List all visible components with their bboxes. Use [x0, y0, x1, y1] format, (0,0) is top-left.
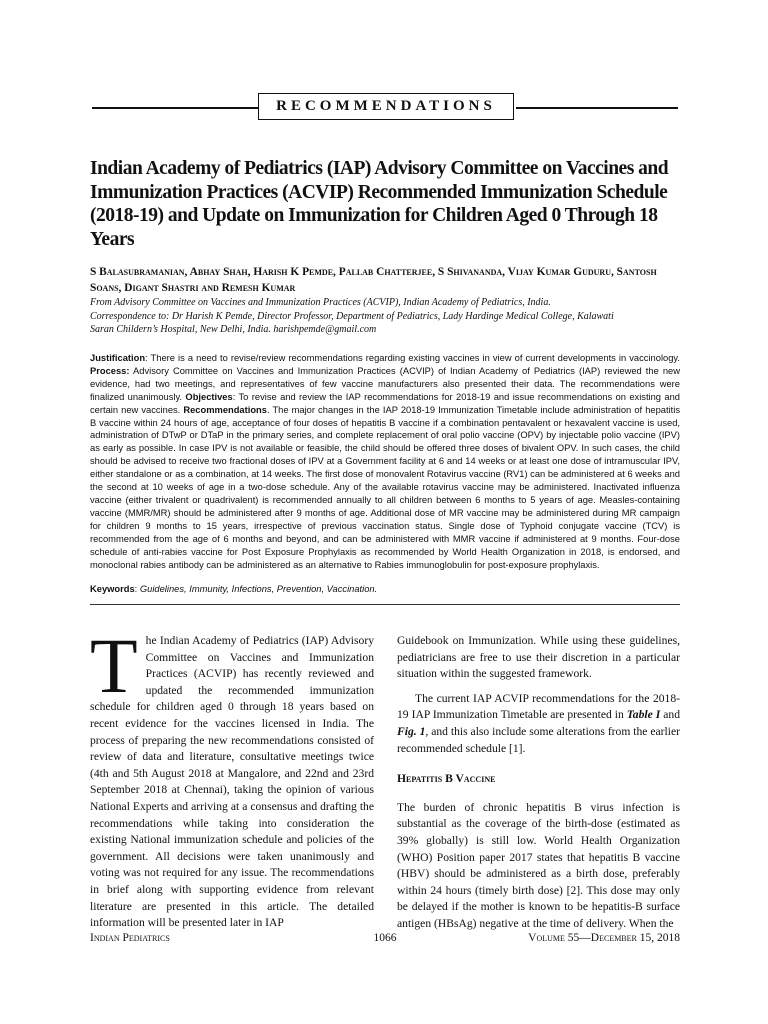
affiliation	[90, 296, 690, 337]
volume-date: Volume 55—December 15, 2018	[528, 932, 680, 944]
keywords-separator: :	[134, 584, 140, 594]
abstract-justification-label: Justification	[90, 353, 146, 363]
abstract-justification-text: : There is a need to revise/review recommendations regarding existing vaccines in view of current developments in vaccinology.	[145, 353, 680, 363]
banner-label: RECOMMENDATIONS	[276, 98, 496, 114]
abstract-recommendations-text: . The major changes in the IAP 2018-19 Immunization Timetable include administration of hepatitis B vaccine within 24 hours of age, acceptance of four doses of hepatitis B vaccine if a combination pentavalent or hexavalent vaccine is used, administration of DTwP or DTaP in the primary series, and complete replacement of oral polio vaccine (OPV) by injectable polio vaccine (IPV) as early as possible. In case IPV is not available or feasible, the child should be offered three doses of bivalent OPV. In such cases, the child should be advised to receive two fractional doses of IPV at a Government facility at 6 and 14 weeks or at least one dose of intramuscular IPV, either standalone or as a combination, at 14 weeks. The first dose of monovalent Rotavirus vaccine (RV1) can be administered at 6 weeks and the second at 10 weeks of age in a two-dose schedule. Any of the available rotavirus vaccine may be administered. Inactivated influenza vaccine (either trivalent or quadrivalent) is recommended annually to all children between 6 months to 5 years of age. Measles-containing vaccine (MMR/MR) should be administered after 9 months of age. Additional dose of MR vaccine may be administered during MR campaign for children 9 months to 15 years, irrespective of previous vaccination status. Single dose of Typhoid conjugate vaccine (TCV) is recommended from the age of 6 months and beyond, and can be administered with MMR vaccine if administered at 9 months. Four-dose schedule of anti-rabies vaccine for Post Exposure Prophylaxis as recommended by World Health Organization in 2018, is endorsed, and monoclonal rabies antibody can be administered as an alternative to Rabies immunoglobulin for post-exposure prophylaxis.	[90, 404, 680, 570]
abstract-objectives-label: Objectives	[185, 391, 233, 402]
hepatitis-b-paragraph: The burden of chronic hepatitis B virus infection is substantial as the coverage of the birth-dose (estimated as 39% globally) is still low. World Health Organization (WHO) Position paper 2017 states that hepatitis B vaccine (HBV) should be administered as a birth dose, preferably within 24 hours (timely birth dose) [2]. This dose may only be delayed if the mother is known to be hepatitis-B surface antigen (HBsAg) negative at the time of delivery. When the	[397, 800, 680, 930]
abstract	[90, 352, 680, 571]
abstract-recommendations-label: Recommendations	[183, 404, 267, 415]
keywords-label: Keywords	[90, 584, 135, 594]
abstract-process-label: Process:	[90, 365, 130, 376]
table-reference: Table I	[626, 708, 661, 722]
page-number: 1066	[373, 932, 397, 944]
section-heading-hepatitis-b: Hepatitis B Vaccine	[397, 772, 496, 786]
intro-paragraph	[90, 622, 374, 932]
abstract-divider	[90, 604, 680, 605]
correspondence-line-2: Saran Childern’s Hospital, New Delhi, India. harishpemde@gmail.com	[90, 324, 377, 335]
keywords-text: Guidelines, Immunity, Infections, Prevention, Vaccination.	[139, 584, 378, 594]
intro-paragraph-text: he Indian Academy of Pediatrics (IAP) Advisory Committee on Vaccines and Immunization Practices (ACVIP) has recently reviewed and updated the recommended immunization schedule for children aged 0 through 18 years based on recent evidence for the vaccines licensed in India. The process of preparing the new recommendations consisted of review of data and literature, consultative meetings twice (4th and 5th August 2018 at Mangalore, and 22nd and 23rd September 2018 at Chennai), taking the opinion of various National Experts and arriving at a consensus and drafting the recommendations while taking into consideration the existing National immunization schedule and policies of the government. All decisions were taken unanimously and voting was not required for any issue. The recommendations in brief along with supporting evidence from relevant literature are presented in this article. The detailed information will be presented later in IAP	[90, 634, 374, 930]
schedule-text-b: and	[660, 708, 680, 722]
abstract-process-text: Advisory Committee on Vaccines and Immunization Practices (ACVIP) of Indian Academy of Pediatrics (IAP) reviewed the new evidence, had two meetings, and representatives of few vaccine manufacturers also presented their data. The recommendations were finalized unanimously.	[90, 365, 680, 402]
figure-reference: Fig. 1	[397, 724, 426, 738]
schedule-text-a: The current IAP ACVIP recommendations for the 2018-19 IAP Immunization Timetable are presented in	[397, 691, 680, 722]
section-banner	[92, 93, 678, 123]
page-footer	[90, 932, 680, 948]
schedule-text-c: , and this also include some alterations from the earlier recommended schedule [1].	[397, 724, 680, 755]
article-title: Indian Academy of Pediatrics (IAP) Advisory Committee on Vaccines and Immunization Practices (ACVIP) Recommended Immunization Schedule (2018-19) and Update on Immunization for Children Aged 0 Through 18 Years	[90, 158, 669, 250]
banner-box	[258, 93, 514, 120]
keywords	[90, 583, 680, 596]
journal-name: Indian Pediatrics	[90, 932, 170, 944]
banner-rule-left	[92, 107, 258, 109]
banner-rule-right	[516, 107, 678, 109]
body-column-right	[397, 633, 680, 933]
affiliation-from: From Advisory Committee on Vaccines and Immunization Practices (ACVIP), Indian Academy of Pediatrics, India.	[90, 297, 551, 308]
body-column-left	[90, 622, 374, 932]
drop-cap: T	[90, 622, 138, 709]
correspondence-line-1: Correspondence to: Dr Harish K Pemde, Director Professor, Department of Pediatrics, Lady Hardinge Medical College, Kalawati	[90, 310, 614, 322]
schedule-paragraph	[397, 691, 680, 757]
intro-paragraph-continued: Guidebook on Immunization. While using these guidelines, pediatricians are free to use their discretion in a particular situation within the suggested framework.	[397, 634, 680, 681]
abstract-objectives-text: : To revise and review the IAP recommendations for 2018-19 and issue recommendations on existing and certain new vaccines.	[90, 391, 680, 415]
author-list: S Balasubramanian, Abhay Shah, Harish K Pemde, Pallab Chatterjee, S Shivananda, Vijay Kumar Guduru, Santosh Soans, Digant Shastri and Remesh Kumar	[90, 266, 657, 294]
